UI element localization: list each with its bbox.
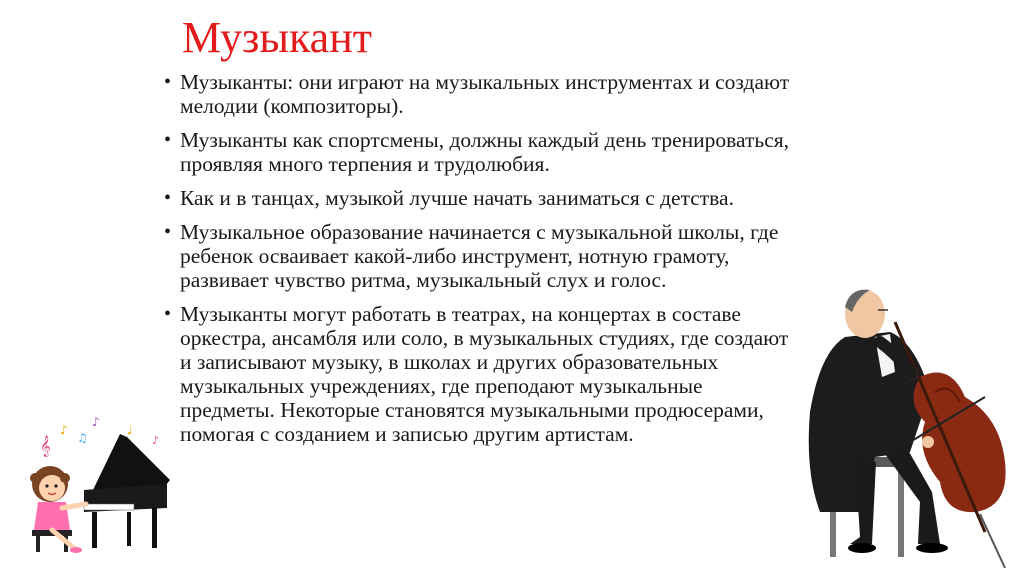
bullet-text: Как и в танцах, музыкой лучше начать заниматься с детства. (180, 186, 734, 210)
bullet-icon: • (164, 71, 172, 93)
bullet-icon: • (164, 129, 172, 151)
cellist-illustration (800, 282, 1020, 572)
bullet-item (160, 220, 800, 292)
svg-text:♫: ♫ (77, 431, 88, 445)
svg-text:♩: ♩ (127, 423, 133, 437)
slide-title: Музыкант (182, 13, 372, 62)
svg-text:♪: ♪ (92, 415, 100, 429)
svg-text:𝄞: 𝄞 (40, 436, 51, 457)
bullet-icon: • (164, 187, 172, 209)
bullet-icon: • (164, 303, 172, 325)
bullet-item (160, 128, 800, 176)
bullet-item (160, 186, 800, 210)
bullet-item (160, 302, 800, 446)
girl-piano-illustration (22, 412, 172, 562)
bullet-text: Музыканты: они играют на музыкальных инструментах и создают мелодии (композиторы). (180, 70, 790, 118)
bullet-text: Музыкальное образование начинается с музыкальной школы, где ребенок осваивает какой-либо инструмент, нотную грамоту, развивает чувство ритма, музыкальный слух и голос. (180, 220, 779, 292)
svg-text:♪: ♪ (152, 434, 160, 447)
bullet-text: Музыканты как спортсмены, должны каждый день тренироваться, проявляя много терпения и трудолюбия. (180, 128, 790, 176)
bullet-icon: • (164, 221, 172, 243)
bullet-text: Музыканты могут работать в театрах, на концертах в составе оркестра, ансамбля или соло, в музыкальных студиях, где создают и записывают музыку, в школах и других образовательных музыкальных учреждениях, где преподают музыкальные предметы. Некоторые становятся музыкальными продюсерами, помогая с созданием и записью другим артистам. (180, 302, 789, 446)
svg-text:♪: ♪ (60, 423, 68, 437)
bullet-list (160, 70, 800, 456)
bullet-item (160, 70, 800, 118)
